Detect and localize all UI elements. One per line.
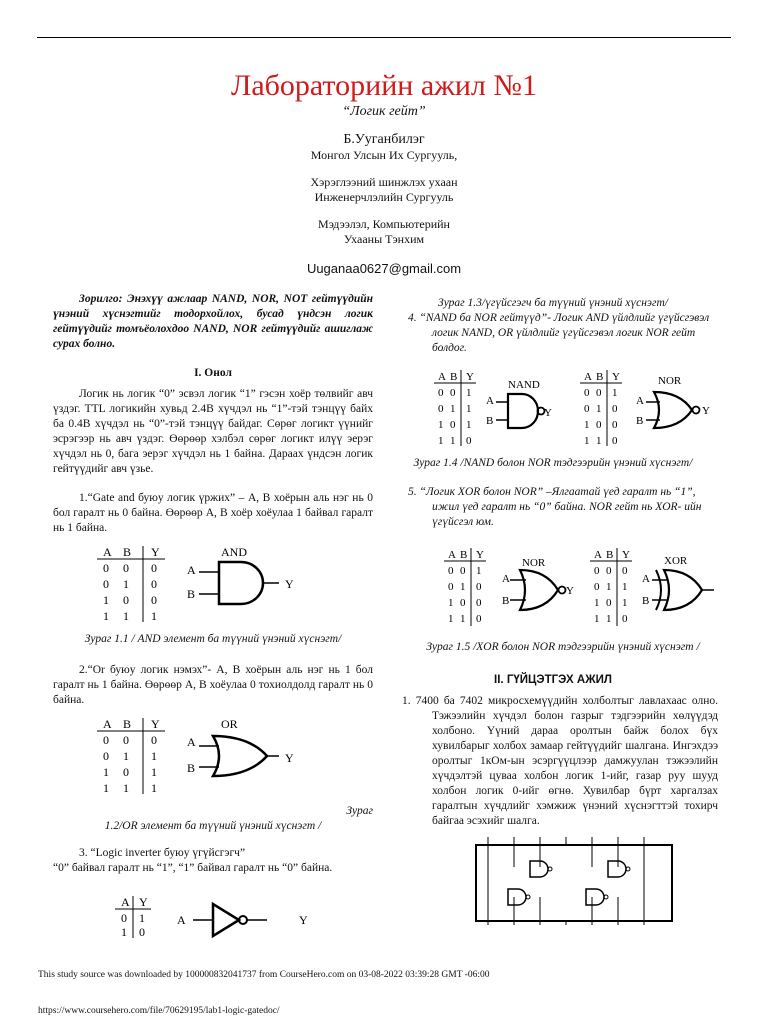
not-figure — [53, 894, 373, 944]
source-url[interactable]: https://www.coursehero.com/file/70629195/lab1-logic-gatedoc/ — [38, 1006, 280, 1016]
input-label: B — [187, 761, 196, 775]
goal-paragraph: Зорилго: Энэхүү ажлаар NAND, NOR, NOT гейтүүдийн үнэний хүснэгтийг тодорхойлох, бусад үндсэн логик гейтүүдийг томъёолохдоо NAND, NOR гейтүүдийг ашиглаж сурах болно. — [53, 293, 373, 350]
output-label: Y — [299, 913, 308, 927]
or-figure — [53, 714, 373, 800]
input-label: A — [636, 395, 644, 407]
ic-pinout-diagram — [468, 837, 680, 925]
truth-head: Y — [139, 895, 148, 909]
truth-head: A — [103, 717, 112, 731]
truth-row: 1 1 0 — [584, 435, 618, 447]
input-label: A — [187, 563, 196, 577]
truth-head: Y — [476, 549, 484, 561]
gate-label: NAND — [508, 379, 540, 391]
truth-row: 1 0 1 — [594, 597, 628, 609]
input-label: B — [486, 415, 494, 427]
truth-head: A — [438, 371, 446, 383]
truth-head: B — [596, 371, 604, 383]
download-notice: This study source was downloaded by 100000832041737 from CourseHero.com on 03-08-2022 03:39:28 GMT -06:00 — [38, 970, 490, 980]
nand-nor-diagram — [388, 368, 718, 450]
input-label: B — [502, 595, 510, 607]
output-label: Y — [544, 407, 552, 419]
truth-row: 1 1 1 — [103, 609, 157, 623]
and-paragraph: 1.“Gate and буюу логик үржих” – A, B хоёрын аль нэг нь 0 бол гаралт нь 0 байна. Өөрөөр A, B хоёр хоёулаа 1 байвал гаралт нь 1 байна. — [53, 492, 373, 534]
truth-row: 0 1 — [121, 911, 145, 925]
right-column — [388, 292, 718, 925]
truth-row: 1 0 1 — [103, 765, 157, 779]
input-label: B — [636, 415, 644, 427]
figure-caption: Зураг 1.1 / AND элемент ба түүний үнэний хүснэгт/ — [84, 633, 342, 645]
truth-row: 0 1 0 — [103, 577, 157, 591]
subtitle: “Логик гейт” — [342, 104, 426, 119]
output-label: Y — [566, 585, 574, 597]
output-label: Y — [702, 405, 710, 417]
truth-row: 0 1 1 — [594, 581, 628, 593]
truth-row: 0 0 1 — [448, 565, 482, 577]
or-paragraph: 2.“Or буюу логик нэмэх”- A, B хоёрын аль нэг нь 1 бол гаралт нь 1 байна. Өөрөөр A, B хоёулаа 0 тохиолдолд гаралт нь 0 байна. — [53, 664, 373, 706]
figure-caption: Зураг 1.5 /XOR болон NOR тэдгээрийн үнэний хүснэгт / — [426, 641, 700, 653]
truth-row: 0 0 1 — [584, 387, 618, 399]
list-item-nand-nor: 4. “NAND ба NOR гейтүүд”- Логик AND үйлдлийг үгүйсгэвэл логик NAND, OR үйлдлийг үгүйсгэвэл логик NOR гейт болдог. — [408, 312, 710, 354]
gate-label: AND — [221, 545, 247, 559]
truth-head: Y — [466, 371, 474, 383]
truth-head: A — [448, 549, 456, 561]
paper-header — [0, 68, 768, 276]
truth-head: Y — [612, 371, 620, 383]
input-label: A — [177, 913, 186, 927]
not-paragraph: “0” байвал гаралт нь “1”, “1” байвал гаралт нь “0” байна. — [53, 862, 333, 874]
section-heading: I. Онол — [194, 367, 232, 379]
input-label: A — [642, 573, 650, 585]
and-figure — [53, 542, 373, 628]
and-gate-diagram — [53, 542, 373, 628]
top-rule — [37, 37, 731, 38]
input-label: A — [502, 573, 510, 585]
author-name: Б.Ууганбилэг — [343, 132, 425, 147]
truth-row: 1 0 0 — [584, 419, 618, 431]
truth-head: B — [460, 549, 468, 561]
ic-figure — [468, 837, 680, 925]
truth-head: Y — [622, 549, 630, 561]
left-column — [53, 292, 373, 948]
truth-head: A — [121, 895, 130, 909]
affiliation-line: Мэдээлэл, Компьютерийн — [318, 217, 450, 231]
xor-nor-figure — [388, 546, 718, 630]
gate-label: XOR — [664, 555, 688, 567]
input-label: A — [187, 735, 196, 749]
truth-row: 0 0 0 — [103, 733, 157, 747]
affiliation-line: Ухааны Тэнхим — [343, 232, 425, 246]
output-label: Y — [285, 751, 294, 765]
truth-head: B — [450, 371, 458, 383]
truth-head: A — [594, 549, 602, 561]
truth-head: B — [123, 545, 132, 559]
theory-paragraph: Логик нь логик “0” эсвэл логик “1” гэсэн хоёр төлвийг авч үздэг. TTL логикийн хувьд 2.4В хүчдэл нь “1”-тэй тэнцүү байх ба 0.4В хүчдэл нь “0”-тэй тэнцүү байдаг. Сөрөг логикт үүнийг эсрэгээр нь авч үздэг. Өөрөөр хэлбэл сөрөг логикт илүү эерэг хүчдэл нь 0, бага эерэг хүчдэл нь 1 байна. Дараах үндсэн логик гейтүүдийг авч үзье. — [53, 388, 373, 475]
truth-row: 0 1 1 — [438, 403, 472, 415]
truth-head: B — [123, 717, 132, 731]
not-gate-diagram — [53, 894, 373, 944]
truth-row: 1 1 0 — [438, 435, 472, 447]
truth-row: 1 0 0 — [103, 593, 157, 607]
affiliation-line: Инженерчлэлийн Сургууль — [314, 190, 454, 204]
input-label: A — [486, 395, 494, 407]
truth-row: 0 1 0 — [448, 581, 482, 593]
figure-caption: Зураг 1.3/үгүйсгэгч ба түүний үнэний хүснэгт/ — [438, 297, 668, 309]
input-label: B — [642, 595, 650, 607]
truth-head: Y — [151, 717, 160, 731]
page-title: Лабораторийн ажил №1 — [230, 69, 538, 102]
figure-caption: 1.2/OR элемент ба түүний үнэний хүснэгт / — [104, 820, 322, 832]
gate-label: NOR — [658, 375, 682, 387]
affiliation-line: Монгол Улсын Их Сургууль, — [310, 148, 458, 162]
affiliation-line: Хэрэглээний шинжлэх ухаан — [310, 175, 458, 189]
truth-head: A — [103, 545, 112, 559]
gate-label: NOR — [522, 557, 546, 569]
truth-row: 0 0 1 — [438, 387, 472, 399]
output-label: Y — [285, 577, 294, 591]
truth-row: 0 1 1 — [103, 749, 157, 763]
truth-row: 0 0 0 — [594, 565, 628, 577]
truth-row: 0 0 0 — [103, 561, 157, 575]
truth-row: 1 1 0 — [594, 613, 628, 625]
input-label: B — [187, 587, 196, 601]
truth-row: 0 1 0 — [584, 403, 618, 415]
truth-head: A — [584, 371, 592, 383]
truth-head: Y — [151, 545, 160, 559]
truth-row: 1 0 0 — [448, 597, 482, 609]
or-gate-diagram — [53, 714, 373, 800]
work-paragraph: 1. 7400 ба 7402 микросхемүүдийн холболтыг лавлахаас олно. Тэжээлийн хүчдэл болон газрыг тэдгээрийн хөлүүдэд холбоно. Үүний дараа оролтын байж болох бүх хувилбарыг холбох замаар гейтүүдийг шалгана. Ингэхдээ оролтыг 1кОм-ын эсэргүүцлээр дамжуулан тэжээлийн хүчдэлтэй цуваа холбон логик 1-ийг, газар руу шууд холбон логик 0-ийг өгнө. Хувилбар бүрт харгалзах гаралтын хүчдлийг хэмжиж үнэний хүснэгттэй тохирч байгаа эсэхийг шалга. — [402, 695, 718, 827]
xor-nor-diagram — [388, 546, 718, 630]
truth-row: 1 0 — [121, 925, 145, 939]
not-heading: 3. “Logic inverter буюу үгүйсгэгч” — [79, 847, 246, 859]
truth-row: 1 1 0 — [448, 613, 482, 625]
gate-label: OR — [221, 717, 238, 731]
list-item-xor: 5. “Логик XOR болон NOR” –Ялгаатай үед гаралт нь “1”, ижил үед гаралт нь “0” байна. NOR гейт нь XOR- ийн үгүйсгэл юм. — [408, 486, 702, 528]
figure-caption: Зураг — [346, 805, 373, 817]
section-heading: II. ГҮЙЦЭТГЭХ АЖИЛ — [494, 674, 612, 686]
truth-row: 1 1 1 — [103, 781, 157, 795]
nand-nor-figure — [388, 368, 718, 450]
figure-caption: Зураг 1.4 /NAND болон NOR тэдгээрийн үнэний хүснэгт/ — [413, 457, 693, 469]
truth-head: B — [606, 549, 614, 561]
author-email[interactable]: Uuganaa0627@gmail.com — [306, 261, 462, 276]
truth-row: 1 0 1 — [438, 419, 472, 431]
